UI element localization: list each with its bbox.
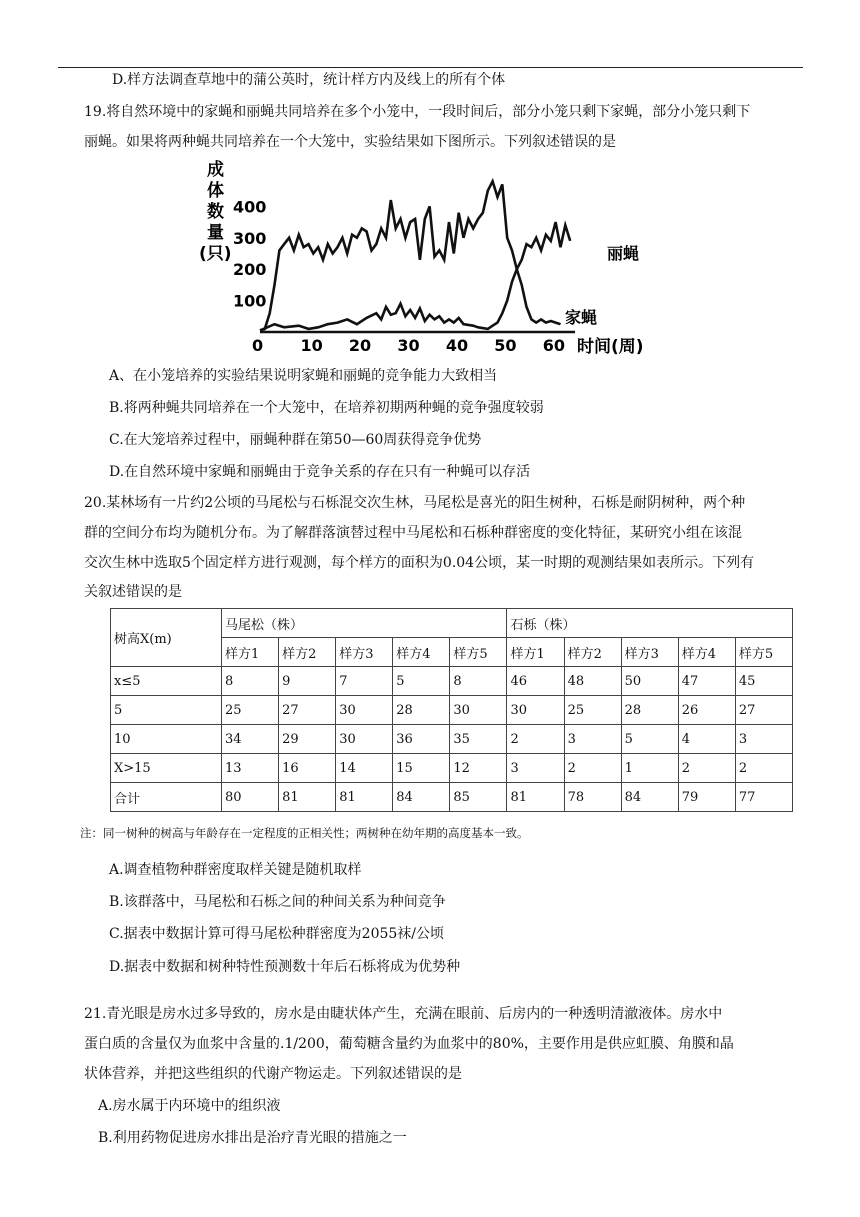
q19-option-b: B.将两种蝇共同培养在一个大笼中，在培养初期两种蝇的竞争强度较弱 [109, 400, 544, 416]
q21-option-a: A.房水属于内环境中的组织液 [98, 1098, 281, 1114]
q21-option-b: B.利用药物促进房水排出是治疗青光眼的措施之一 [98, 1130, 407, 1146]
q19-option-c: C.在大笼培养过程中，丽蝇种群在第50—60周获得竞争优势 [109, 432, 482, 448]
table-subheader: 样方5 [735, 638, 792, 667]
x-axis-label: 时间(周) [577, 337, 644, 357]
table-row [111, 696, 793, 725]
table-cell: 50 [621, 667, 678, 696]
svg-text:成体数量(只): 成体数量(只) [199, 160, 232, 264]
table-cell: 9 [279, 667, 336, 696]
table-row-label: 5 [111, 696, 222, 725]
table-row [111, 754, 793, 783]
y-tick-labels [233, 197, 266, 310]
table-cell: 16 [279, 754, 336, 783]
y-tick-label: 200 [233, 260, 267, 280]
table-cell: 80 [222, 783, 279, 812]
x-tick-label: 30 [397, 336, 420, 355]
table-cell: 81 [336, 783, 393, 812]
q20-stem-line-1: 20.某林场有一片约2公顷的马尾松与石栎混交次生林，马尾松是喜光的阳生树种，石栎是耐阴树种，两个种 [84, 495, 746, 511]
table-cell: 1 [621, 754, 678, 783]
header-rule [58, 67, 803, 68]
table-cell: 48 [564, 667, 621, 696]
table-cell: 85 [450, 783, 507, 812]
table-row [111, 783, 793, 812]
q19-option-a: A、在小笼培养的实验结果说明家蝇和丽蝇的竞争能力大致相当 [109, 368, 498, 384]
table-cell: 25 [222, 696, 279, 725]
q20-stem-line-3: 交次生林中选取5个固定样方进行观测，每个样方的面积为0.04公顷，某一时期的观测结果如表所示。下列有 [84, 555, 755, 571]
table-cell: 45 [735, 667, 792, 696]
q20-stem-line-4: 关叙述错误的是 [84, 584, 182, 600]
table-cell: 35 [450, 725, 507, 754]
table-cell: 2 [564, 754, 621, 783]
table-cell: 30 [507, 696, 564, 725]
table-cell: 47 [678, 667, 735, 696]
table-cell: 8 [450, 667, 507, 696]
x-tick-label: 40 [445, 336, 469, 355]
fly-population-chart [195, 155, 665, 360]
table-cell: 2 [507, 725, 564, 754]
table-cell: 12 [450, 754, 507, 783]
table-note: 注：同一树种的树高与年龄存在一定程度的正相关性；两树种在幼年期的高度基本一致。 [80, 826, 529, 840]
q20-option-d: D.据表中数据和树种特性预测数十年后石栎将成为优势种 [109, 959, 461, 975]
series-label-lifly: 丽蝇 [607, 244, 640, 263]
table-cell: 7 [336, 667, 393, 696]
table-cell: 27 [279, 696, 336, 725]
table-cell: 30 [450, 696, 507, 725]
table-cell: 27 [735, 696, 792, 725]
table-row-header: 树高X(m) [111, 609, 222, 667]
table-cell: 28 [393, 696, 450, 725]
q20-stem-line-2: 群的空间分布均为随机分布。为了解群落演替过程中马尾松和石栎种群密度的变化特征，某研究小组在该混 [84, 525, 742, 541]
x-tick-label: 50 [494, 336, 517, 355]
table-subheader: 样方1 [507, 638, 564, 667]
table-cell: 30 [336, 696, 393, 725]
table-cell: 25 [564, 696, 621, 725]
q19-option-d: D.在自然环境中家蝇和丽蝇由于竞争关系的存在只有一种蝇可以存活 [109, 464, 531, 480]
table-row-label: X>15 [111, 754, 222, 783]
table-cell: 5 [621, 725, 678, 754]
y-tick-label: 300 [233, 228, 267, 248]
x-tick-label: 0 [252, 336, 264, 355]
x-tick-labels [252, 336, 565, 355]
table-cell: 79 [678, 783, 735, 812]
table-cell: 84 [621, 783, 678, 812]
table-subheader: 样方4 [393, 638, 450, 667]
table-cell: 77 [735, 783, 792, 812]
table-row-label: 10 [111, 725, 222, 754]
table-cell: 4 [678, 725, 735, 754]
table-cell: 26 [678, 696, 735, 725]
table-cell: 13 [222, 754, 279, 783]
table-subheader: 样方2 [564, 638, 621, 667]
table-row-label: 合计 [111, 783, 222, 812]
q21-stem-line-2: 蛋白质的含量仅为血浆中含量的.1/200，葡萄糖含量约为血浆中的80%，主要作用是供应虹膜、角膜和晶 [84, 1036, 734, 1052]
table-cell: 81 [507, 783, 564, 812]
table-cell: 14 [336, 754, 393, 783]
table-group-lithocarpus: 石栎（株） [507, 609, 793, 638]
q20-option-b: B.该群落中，马尾松和石栎之间的种间关系为种间竞争 [109, 894, 446, 910]
q19-stem-line-2: 丽蝇。如果将两种蝇共同培养在一个大笼中，实验结果如下图所示。下列叙述错误的是 [84, 134, 616, 150]
x-tick-label: 10 [300, 336, 323, 355]
table-cell: 84 [393, 783, 450, 812]
table-cell: 3 [735, 725, 792, 754]
q21-stem-line-1: 21.青光眼是房水过多导致的，房水是由睫状体产生，充满在眼前、后房内的一种透明清澈液体。房水中 [84, 1006, 723, 1022]
table-row [111, 667, 793, 696]
table-cell: 8 [222, 667, 279, 696]
y-tick-label: 400 [233, 197, 267, 217]
q19-stem-line-1: 19.将自然环境中的家蝇和丽蝇共同培养在多个小笼中，一段时间后，部分小笼只剩下家蝇，部分小笼只剩下 [84, 104, 751, 120]
table-cell: 34 [222, 725, 279, 754]
table-cell: 46 [507, 667, 564, 696]
table-cell: 28 [621, 696, 678, 725]
table-cell: 15 [393, 754, 450, 783]
table-cell: 29 [279, 725, 336, 754]
q18-option-d: D.样方法调查草地中的蒲公英时，统计样方内及线上的所有个体 [112, 72, 506, 88]
x-tick-label: 20 [348, 336, 372, 355]
q21-stem-line-3: 状体营养，并把这些组织的代谢产物运走。下列叙述错误的是 [84, 1066, 462, 1082]
q20-option-a: A.调查植物种群密度取样关键是随机取样 [109, 862, 362, 878]
table-cell: 78 [564, 783, 621, 812]
table-subheader: 样方4 [678, 638, 735, 667]
q20-option-c: C.据表中数据计算可得马尾松种群密度为2055袜/公顷 [109, 926, 445, 942]
table-subheader: 样方2 [279, 638, 336, 667]
series-line-housefly [260, 222, 570, 330]
table-row-label: x≤5 [111, 667, 222, 696]
chart-ylabel [199, 159, 232, 264]
tree-sample-table [110, 608, 793, 812]
table-cell: 3 [564, 725, 621, 754]
table-cell: 2 [678, 754, 735, 783]
x-tick-label: 60 [542, 336, 566, 355]
table-cell: 30 [336, 725, 393, 754]
table-cell: 5 [393, 667, 450, 696]
y-tick-label: 100 [233, 291, 267, 311]
table-cell: 3 [507, 754, 564, 783]
table-subheader: 样方1 [222, 638, 279, 667]
table-group-masson-pine: 马尾松（株） [222, 609, 507, 638]
table-subheader: 样方3 [621, 638, 678, 667]
table-cell: 36 [393, 725, 450, 754]
series-label-housefly: 家蝇 [565, 308, 598, 327]
table-subheader: 样方3 [336, 638, 393, 667]
table-cell: 81 [279, 783, 336, 812]
table-cell: 2 [735, 754, 792, 783]
table-subheader: 样方5 [450, 638, 507, 667]
table-row [111, 725, 793, 754]
